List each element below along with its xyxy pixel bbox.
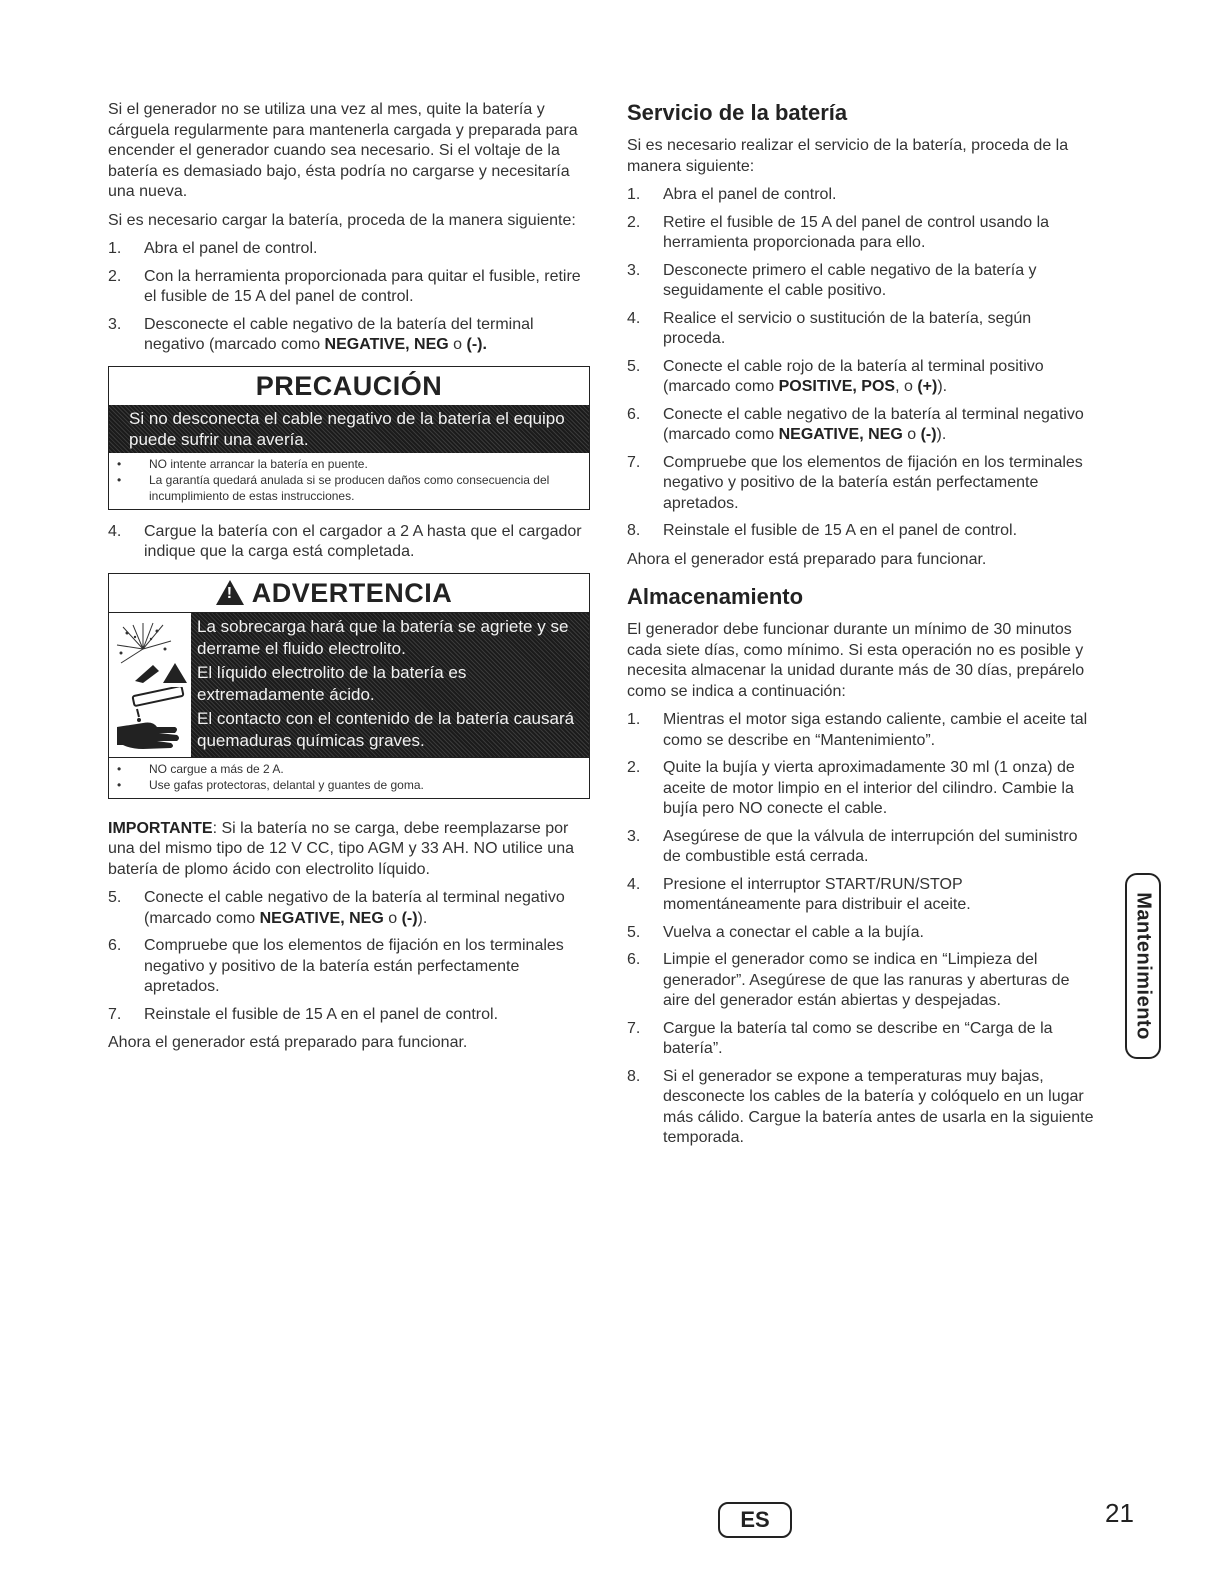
section-side-tab: [1125, 873, 1161, 1059]
section-heading-service: Servicio de la batería: [627, 100, 848, 125]
list-item: 2. Con la herramienta proporcionada para quitar el fusible, retire el fusible de 15 A del panel de control.: [108, 267, 581, 305]
warning-line: El contacto con el contenido de la batería causará quemaduras químicas graves.: [197, 708, 575, 750]
list-item: 8. Reinstale el fusible de 15 A en el panel de control.: [627, 522, 1018, 539]
list-item: 7. Reinstale el fusible de 15 A en el panel de control.: [108, 1005, 499, 1023]
storage-steps-list: [627, 710, 1097, 1149]
warning-body: [109, 612, 589, 758]
caution-band: Si no desconecta el cable negativo de la batería el equipo puede sufrir una avería.: [109, 405, 589, 453]
side-tab-label: Mantenimiento: [1132, 892, 1155, 1040]
list-item: • NO cargue a más de 2 A.: [117, 761, 581, 777]
warning-triangle-icon: !: [216, 580, 244, 605]
list-item: • La garantía quedará anulada si se producen daños como consecuencia del incumplimiento de estas instrucciones.: [117, 472, 581, 504]
charge-steps-list: [108, 239, 590, 356]
warning-icons: [109, 613, 191, 757]
warning-line: La sobrecarga hará que la batería se agriete y se derrame el fluido electrolito.: [197, 616, 569, 658]
section-heading-storage: Almacenamiento: [627, 584, 804, 609]
caution-box: [108, 366, 590, 510]
list-item: 2. Retire el fusible de 15 A del panel de control usando la herramienta proporcionada para ello.: [627, 213, 1050, 251]
list-item: • Use gafas protectoras, delantal y guantes de goma.: [117, 777, 581, 793]
list-item: 1. Abra el panel de control.: [108, 240, 318, 257]
page-number: 21: [1105, 1498, 1134, 1528]
list-item: 8. Si el generador se expone a temperaturas muy bajas, desconecte los cables de la batería y colóquelo en un lugar más cálido. Cargue la batería antes de usarla en la siguiente temporada.: [627, 1067, 1094, 1146]
closing-paragraph: Ahora el generador está preparado para funcionar.: [108, 1034, 468, 1051]
list-item: 7. Compruebe que los elementos de fijación en los terminales negativo y positivo de la batería están perfectamente apretados.: [627, 453, 1083, 512]
list-item: 3. Desconecte primero el cable negativo de la batería y seguidamente el cable positivo.: [627, 261, 1037, 299]
storage-intro: El generador debe funcionar durante un mínimo de 30 minutos cada siete días, como mínimo. Si esta operación no es posible y necesita almacenar la unidad durante más de 30 días, prepárelo como se indica a continuación:: [627, 621, 1085, 700]
list-item: 1. Abra el panel de control.: [627, 186, 837, 203]
list-item: 3. Desconecte el cable negativo de la batería del terminal negativo (marcado como NEGATIVE, NEG o (-).: [108, 315, 534, 353]
list-item: 2. Quite la bujía y vierta aproximadamente 30 ml (1 onza) de aceite de motor limpio en el interior del cilindro. Cambie la bujía pero NO conecte el cable.: [627, 759, 1075, 817]
right-column: [627, 100, 1097, 1157]
language-badge: ES: [718, 1502, 792, 1538]
warning-title-row: [79, 574, 589, 612]
reconnect-steps-list: [108, 888, 590, 1025]
list-item: • NO intente arrancar la batería en puente.: [117, 456, 581, 472]
list-item: 4. Cargue la batería con el cargador a 2 A hasta que el cargador indique que la carga está completada.: [108, 522, 582, 560]
list-item: 6. Compruebe que los elementos de fijación en los terminales negativo y positivo de la batería están perfectamente apretados.: [108, 937, 564, 995]
warning-line: El líquido electrolito de la batería es extremadamente ácido.: [197, 662, 467, 704]
list-item: 5. Conecte el cable negativo de la batería al terminal negativo (marcado como NEGATIVE, NEG o (-)).: [108, 889, 565, 927]
service-closing: Ahora el generador está preparado para funcionar.: [627, 550, 987, 568]
list-item: 5. Vuelva a conectar el cable a la bujía.: [627, 923, 924, 941]
list-item: 5. Conecte el cable rojo de la batería al terminal positivo (marcado como POSITIVE, POS, o (+)).: [627, 357, 1044, 395]
acid-burn-hand-icon: [113, 687, 187, 751]
service-intro: Si es necesario realizar el servicio de la batería, proceda de la manera siguiente:: [627, 137, 1069, 175]
list-item: 6. Conecte el cable negativo de la batería al terminal negativo (marcado como NEGATIVE, NEG o (-)).: [627, 405, 1084, 443]
warning-text: [191, 613, 589, 757]
left-column: [108, 100, 590, 1062]
list-item: 3. Asegúrese de que la válvula de interrupción del suministro de combustible está cerrada.: [627, 827, 1078, 865]
warning-title: ADVERTENCIA: [251, 577, 453, 608]
explosion-icon: [113, 619, 187, 683]
warning-box: [108, 573, 590, 799]
list-item: 4. Realice el servicio o sustitución de la batería, según proceda.: [627, 309, 1032, 347]
list-item: 4. Presione el interruptor START/RUN/STOP momentáneamente para distribuir el aceite.: [627, 875, 971, 913]
list-item: 6. Limpie el generador como se indica en “Limpieza del generador”. Asegúrese de que las ranuras y aberturas de aire del generador están abiertas y despejadas.: [627, 951, 1070, 1009]
warning-bullets: [109, 758, 589, 798]
intro-paragraph: Si el generador no se utiliza una vez al mes, quite la batería y cárguela regularmente para mantenerla cargada y preparada para encender el generador cuando sea necesario. Si el voltaje de la batería es demasiado bajo, ésta podría no cargarse y necesitaría una nueva.: [108, 101, 578, 200]
list-item: 1. Mientras el motor siga estando caliente, cambie el aceite tal como se describe en “Mantenimiento”.: [627, 711, 1088, 749]
caution-bullets: [109, 453, 589, 509]
intro-charge-paragraph: Si es necesario cargar la batería, proceda de la manera siguiente:: [108, 211, 576, 229]
charge-step-4: [108, 522, 590, 563]
service-steps-list: [627, 185, 1097, 542]
important-paragraph: IMPORTANTE: Si la batería no se carga, debe reemplazarse por una del mismo tipo de 12 V CC, tipo AGM y 33 AH. NO utilice una batería de plomo ácido con electrolito líquido.: [108, 819, 574, 878]
caution-title: PRECAUCIÓN: [255, 370, 443, 401]
important-label: IMPORTANTE: [108, 819, 213, 837]
list-item: 7. Cargue la batería tal como se describe en “Carga de la batería”.: [627, 1019, 1053, 1057]
